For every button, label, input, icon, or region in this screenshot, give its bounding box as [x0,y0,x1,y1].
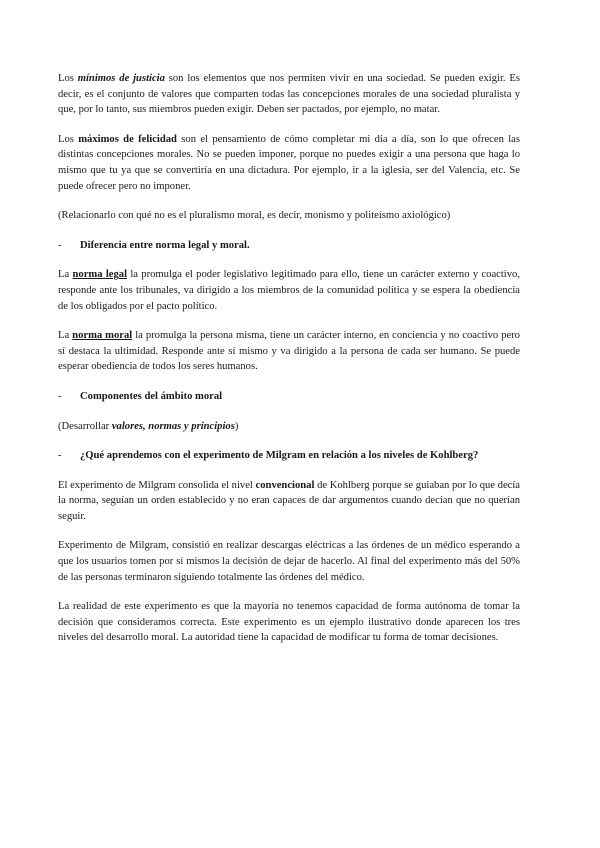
text: Los [58,133,79,145]
text: Los [58,73,78,84]
text: son el pensamiento de cómo completar mi día a día, son lo que ofrecen las distintas concepciones morales. No se pueden imponer, porque no puedes exigir a una persona que haga lo mismo que tu ya que se convertiría en una dictadura. Por ejemplo, ir a la iglesia, ser del Valencia, etc. Se puede ofrecer pero no imponer. [58,133,520,192]
bullet-dash: - [58,239,62,251]
paragraph-norma-moral [58,328,520,375]
document-body [58,71,520,660]
text: ) [234,420,239,432]
text: El experimento de Milgram consolida el nivel [58,479,256,491]
paragraph-milgram-kohlberg [58,478,520,525]
bullet-dash: - [58,450,62,462]
term-norma-legal: norma legal [72,269,128,281]
term-valores-normas-principios: valores, normas y principios [111,420,235,432]
text: la promulga la persona misma, tiene un carácter interno, en conciencia y no coactivo pero sí destaca la ultimidad. Responde ante sí mismo y va dirigido a la persona de cada ser humano. Se puede esperar obediencia de todos los seres humanos. [58,330,520,373]
term-maximos-felicidad: máximos de felicidad [78,133,177,145]
text: La [58,330,73,342]
heading-text: Diferencia entre norma legal y moral. [80,239,250,251]
paragraph-maximos-felicidad [58,132,520,194]
text: de Kohlberg porque se guiaban por lo que decía la norma, seguían un orden establecido y no eran capaces de dar argumentos cuando decían que no querían seguir. [58,479,521,522]
paragraph-experimento-milgram: Experimento de Milgram, consistió en realizar descargas eléctricas a las órdenes de un médico esperando a que los usuarios tomen por sí mismos la decisión de dejar de hacerlo. Al final del experimento más del 50% de las personas terminaron siguiendo totalmente las órdenes del médico. [58,540,520,583]
bullet-dash: - [58,390,62,402]
heading-componentes [58,389,520,405]
text: La [58,269,73,281]
paragraph-note-pluralismo: (Relacionarlo con qué no es el pluralismo moral, es decir, monismo y politeísmo axiológico) [58,210,451,222]
text: la promulga el poder legislativo legitimado para ello, tiene un carácter externo y coactivo, responde ante los tribunales, va dirigido a los miembros de la comunidad política y se espera la obediencia de los obligados por el pacto político. [58,269,520,312]
heading-text: ¿Qué aprendemos con el experimento de Milgram en relación a los niveles de Kohlberg? [80,450,479,462]
heading-diferencia-normas [58,238,520,254]
heading-milgram [58,448,520,464]
heading-text: Componentes del ámbito moral [80,390,223,402]
paragraph-minimos-justicia [58,71,520,118]
paragraph-norma-legal [58,267,520,314]
text: son los elementos que nos permiten vivir en una sociedad. Se pueden exigir. Es decir, es el conjunto de valores que comparten todas las concepciones morales de una sociedad pluralista y que, por lo tanto, sus miembros pueden exigir. Deben ser pactados, por ejemplo, no matar. [58,73,520,116]
term-norma-moral: norma moral [72,330,133,342]
paragraph-realidad-experimento: La realidad de este experimento es que la mayoría no tenemos capacidad de forma autónoma de tomar la decisión que consideramos correcta. Este experimento es un ejemplo ilustrativo donde aparecen los tres niveles del desarrollo moral. La autoridad tiene la capacidad de modificar tu forma de tomar decisiones. [58,601,520,644]
text: (Desarrollar [58,420,112,432]
paragraph-desarrollar [58,419,520,435]
term-convencional: convencional [255,479,315,491]
term-minimos-justicia: mínimos de justicia [77,73,165,84]
